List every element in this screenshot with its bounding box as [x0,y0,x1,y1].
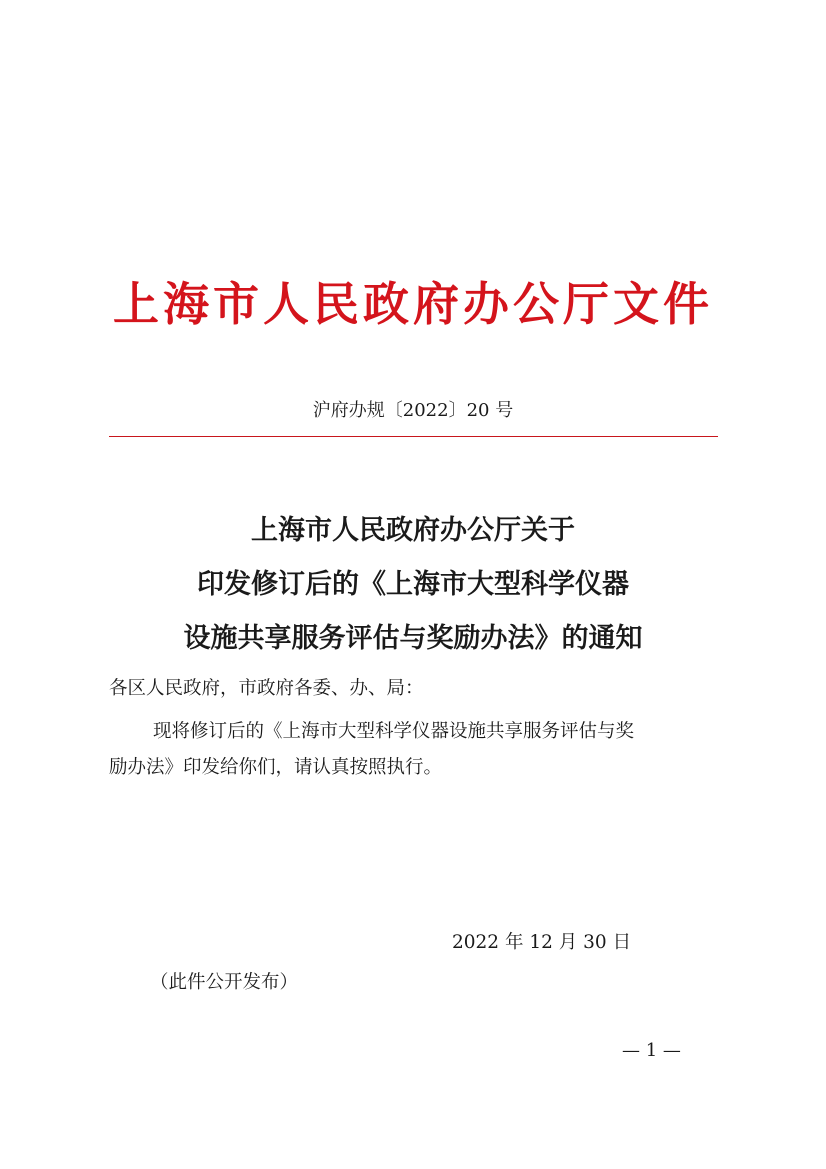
body-line-1: 现将修订后的《上海市大型科学仪器设施共享服务评估与奖 [153,721,635,742]
title-line-2: 印发修订后的《上海市大型科学仪器 [197,569,629,600]
masthead-title: 上海市人民政府办公厅文件 [113,277,713,331]
red-separator-line [109,436,718,437]
salutation: 各区人民政府，市政府各委、办、局： [109,678,424,699]
document-title [0,504,826,666]
body-line-2: 励办法》印发给你们，请认真按照执行。 [109,757,443,778]
body-paragraph [109,714,721,786]
title-line-1: 上海市人民政府办公厅关于 [251,515,575,546]
document-number: 沪府办规〔2022〕20 号 [312,400,514,421]
title-line-3: 设施共享服务评估与奖励办法》的通知 [183,623,643,654]
page-number: — 1 — [622,1040,681,1061]
publication-note: （此件公开发布） [150,972,299,993]
issue-date: 2022 年 12 月 30 日 [452,932,632,953]
